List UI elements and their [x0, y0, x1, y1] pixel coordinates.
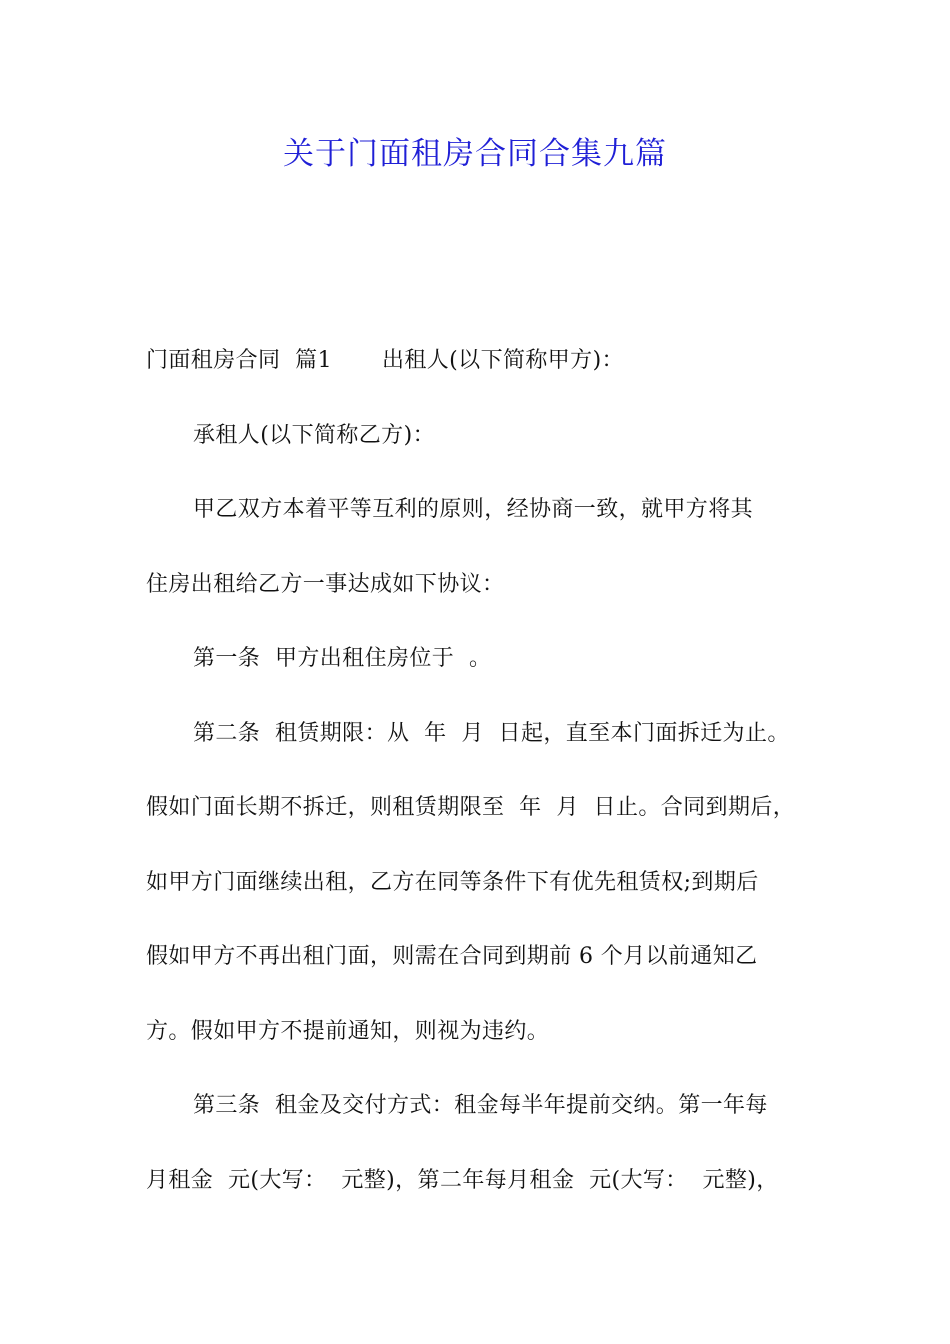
paragraph-3-line-1: 甲乙双方本着平等互利的原则，经协商一致，就甲方将其: [193, 497, 754, 522]
section-heading: 门面租房合同 篇1: [146, 348, 332, 373]
paragraph-1-line-1: [146, 340, 826, 415]
article-3-line-2: 月租金 元(大写： 元整)，第二年每月租金 元(大写： 元整)，: [146, 1167, 779, 1193]
lessor-label: 出租人(以下简称甲方)：: [381, 348, 624, 373]
paragraph-3-line-2: 住房出租给乙方一事达成如下协议：: [146, 571, 505, 597]
article-2-line-3: 如甲方门面继续出租，乙方在同等条件下有优先租赁权;到期后: [146, 869, 759, 895]
article-3-line-1: 第三条 租金及交付方式：租金每半年提前交纳。第一年每: [193, 1093, 768, 1118]
document-body: [146, 340, 826, 1234]
document-title: 关于门面租房合同合集九篇: [283, 136, 667, 172]
article-1-line-1: 第一条 甲方出租住房位于 。: [193, 646, 492, 671]
article-2-line-1: 第二条 租赁期限：从 年 月 日起，直至本门面拆迁为止。: [193, 720, 790, 746]
article-2-line-5: 方。假如甲方不提前通知，则视为违约。: [146, 1018, 550, 1044]
article-2-line-4: 假如甲方不再出租门面，则需在合同到期前 6 个月以前通知乙: [146, 944, 758, 969]
article-2-line-2: 假如门面长期不拆迁，则租赁期限至 年 月 日止。合同到期后，: [146, 795, 796, 820]
paragraph-2-line-1: 承租人(以下简称乙方)：: [193, 422, 435, 448]
